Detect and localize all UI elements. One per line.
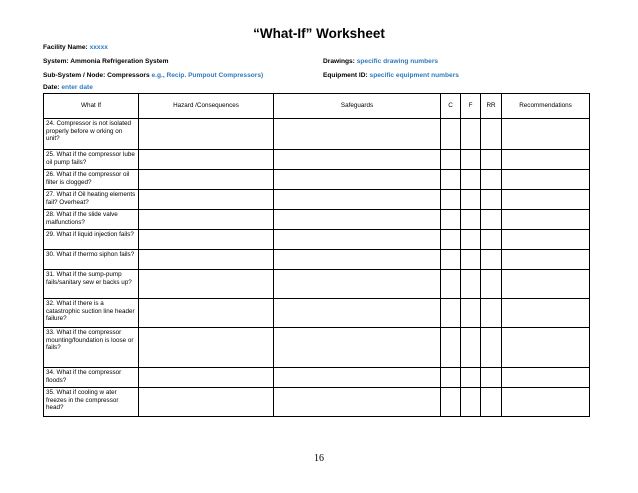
- what-if-cell: 32. What if there is a catastrophic suction line header failure?: [44, 299, 139, 328]
- what-if-cell: 34. What if the compressor floods?: [44, 368, 139, 388]
- c-cell[interactable]: [441, 250, 461, 270]
- hazard-cell[interactable]: [139, 170, 274, 190]
- rr-cell[interactable]: [481, 119, 502, 150]
- f-cell[interactable]: [461, 170, 481, 190]
- drawings-value: specific drawing numbers: [356, 58, 439, 65]
- f-cell[interactable]: [461, 270, 481, 299]
- safeguards-cell[interactable]: [274, 210, 441, 230]
- c-cell[interactable]: [441, 119, 461, 150]
- hazard-cell[interactable]: [139, 368, 274, 388]
- c-cell[interactable]: [441, 270, 461, 299]
- recommendations-cell[interactable]: [502, 170, 590, 190]
- drawings-label: Drawings:: [323, 58, 355, 65]
- safeguards-cell[interactable]: [274, 270, 441, 299]
- what-if-cell: 24. Compressor is not isolated properly before w orking on unit?: [44, 119, 139, 150]
- hazard-cell[interactable]: [139, 270, 274, 299]
- equipment-label: Equipment ID:: [323, 72, 368, 79]
- rr-cell[interactable]: [481, 250, 502, 270]
- facility-value: xxxxx: [89, 44, 108, 51]
- worksheet-title: “What-If” Worksheet: [253, 26, 385, 41]
- safeguards-cell[interactable]: [274, 328, 441, 368]
- page-number: 16: [314, 453, 324, 464]
- table-row: [44, 190, 590, 210]
- f-cell[interactable]: [461, 230, 481, 250]
- recommendations-cell[interactable]: [502, 119, 590, 150]
- rr-cell[interactable]: [481, 368, 502, 388]
- safeguards-cell[interactable]: [274, 368, 441, 388]
- table-row: [44, 368, 590, 388]
- f-cell[interactable]: [461, 250, 481, 270]
- c-cell[interactable]: [441, 388, 461, 417]
- rr-cell[interactable]: [481, 388, 502, 417]
- table-row: [44, 119, 590, 150]
- safeguards-cell[interactable]: [274, 250, 441, 270]
- col-header-recommendations: Recommendations: [502, 94, 590, 119]
- c-cell[interactable]: [441, 230, 461, 250]
- what-if-cell: 27. What if Oil heating elements fail? Overheat?: [44, 190, 139, 210]
- drawings-line: [323, 58, 438, 65]
- safeguards-cell[interactable]: [274, 190, 441, 210]
- c-cell[interactable]: [441, 150, 461, 170]
- c-cell[interactable]: [441, 368, 461, 388]
- table-row: [44, 270, 590, 299]
- safeguards-cell[interactable]: [274, 230, 441, 250]
- col-header-safeguards: Safeguards: [274, 94, 441, 119]
- equipment-line: [323, 72, 459, 79]
- date-line: [43, 84, 93, 91]
- hazard-cell[interactable]: [139, 190, 274, 210]
- hazard-cell[interactable]: [139, 210, 274, 230]
- date-value: enter date: [61, 84, 93, 91]
- f-cell[interactable]: [461, 299, 481, 328]
- what-if-worksheet-table: [43, 93, 590, 417]
- col-header-what-if: What If: [44, 94, 139, 119]
- recommendations-cell[interactable]: [502, 190, 590, 210]
- rr-cell[interactable]: [481, 190, 502, 210]
- f-cell[interactable]: [461, 119, 481, 150]
- table-row: [44, 170, 590, 190]
- recommendations-cell[interactable]: [502, 270, 590, 299]
- rr-cell[interactable]: [481, 210, 502, 230]
- recommendations-cell[interactable]: [502, 299, 590, 328]
- col-header-f: F: [461, 94, 481, 119]
- rr-cell[interactable]: [481, 170, 502, 190]
- system-label: System: Ammonia Refrigeration System: [43, 58, 169, 65]
- table-row: [44, 250, 590, 270]
- hazard-cell[interactable]: [139, 119, 274, 150]
- recommendations-cell[interactable]: [502, 150, 590, 170]
- subsystem-label: Sub-System / Node: Compressors: [43, 72, 150, 79]
- rr-cell[interactable]: [481, 299, 502, 328]
- safeguards-cell[interactable]: [274, 150, 441, 170]
- system-line: [43, 58, 168, 65]
- hazard-cell[interactable]: [139, 328, 274, 368]
- facility-line: [43, 44, 108, 51]
- recommendations-cell[interactable]: [502, 250, 590, 270]
- table-row: [44, 299, 590, 328]
- table-row: [44, 328, 590, 368]
- rr-cell[interactable]: [481, 328, 502, 368]
- table-row: [44, 150, 590, 170]
- safeguards-cell[interactable]: [274, 119, 441, 150]
- recommendations-cell[interactable]: [502, 368, 590, 388]
- subsystem-line: [43, 72, 263, 79]
- safeguards-cell[interactable]: [274, 388, 441, 417]
- c-cell[interactable]: [441, 170, 461, 190]
- what-if-cell: 33. What if the compressor mounting/foundation is loose or fails?: [44, 328, 139, 368]
- c-cell[interactable]: [441, 210, 461, 230]
- table-row: [44, 230, 590, 250]
- table-row: [44, 210, 590, 230]
- recommendations-cell[interactable]: [502, 210, 590, 230]
- rr-cell[interactable]: [481, 230, 502, 250]
- table-header-row: [44, 94, 590, 119]
- f-cell[interactable]: [461, 368, 481, 388]
- hazard-cell[interactable]: [139, 230, 274, 250]
- what-if-cell: 25. What if the compressor lube oil pump fails?: [44, 150, 139, 170]
- c-cell[interactable]: [441, 299, 461, 328]
- what-if-cell: 31. What if the sump-pump fails/sanitary sew er backs up?: [44, 270, 139, 299]
- f-cell[interactable]: [461, 328, 481, 368]
- facility-label: Facility Name:: [43, 44, 88, 51]
- table-row: [44, 388, 590, 417]
- c-cell[interactable]: [441, 190, 461, 210]
- subsystem-value: e.g., Recip. Pumpout Compressors): [151, 72, 264, 79]
- col-header-hazard: Hazard /Consequences: [139, 94, 274, 119]
- recommendations-cell[interactable]: [502, 328, 590, 368]
- col-header-rr: RR: [481, 94, 502, 119]
- what-if-cell: 26. What if the compressor oil filter is clogged?: [44, 170, 139, 190]
- what-if-cell: 30. What if thermo siphon fails?: [44, 250, 139, 270]
- what-if-cell: 35. What if cooling w ater freezes in the compressor head?: [44, 388, 139, 417]
- f-cell[interactable]: [461, 210, 481, 230]
- hazard-cell[interactable]: [139, 150, 274, 170]
- safeguards-cell[interactable]: [274, 299, 441, 328]
- f-cell[interactable]: [461, 388, 481, 417]
- hazard-cell[interactable]: [139, 299, 274, 328]
- equipment-value: specific equipment numbers: [369, 72, 459, 79]
- hazard-cell[interactable]: [139, 388, 274, 417]
- f-cell[interactable]: [461, 150, 481, 170]
- rr-cell[interactable]: [481, 270, 502, 299]
- safeguards-cell[interactable]: [274, 170, 441, 190]
- what-if-cell: 29. What if liquid injection fails?: [44, 230, 139, 250]
- hazard-cell[interactable]: [139, 250, 274, 270]
- col-header-c: C: [441, 94, 461, 119]
- rr-cell[interactable]: [481, 150, 502, 170]
- date-label: Date:: [43, 84, 60, 91]
- c-cell[interactable]: [441, 328, 461, 368]
- what-if-cell: 28. What if the slide valve malfunctions?: [44, 210, 139, 230]
- recommendations-cell[interactable]: [502, 388, 590, 417]
- f-cell[interactable]: [461, 190, 481, 210]
- recommendations-cell[interactable]: [502, 230, 590, 250]
